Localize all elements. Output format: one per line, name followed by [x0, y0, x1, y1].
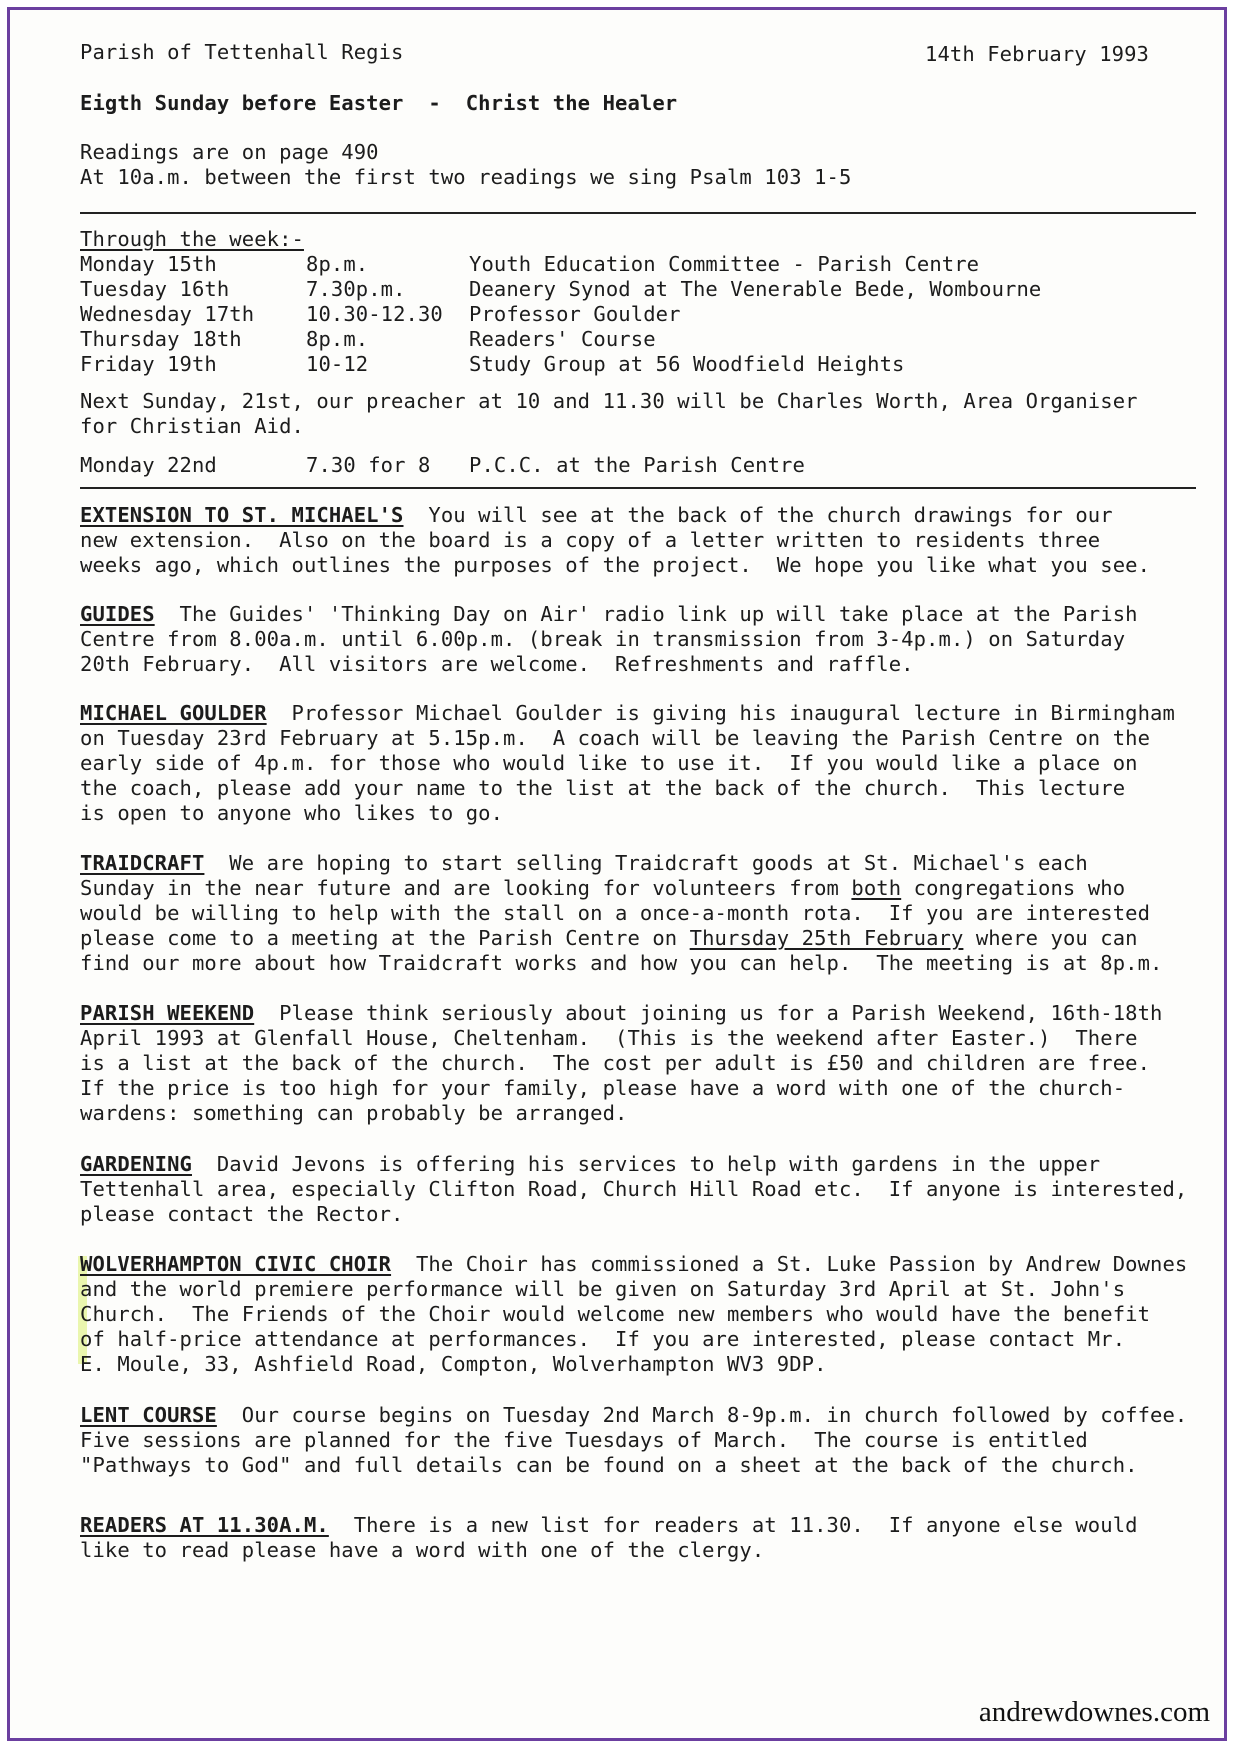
week-heading: Through the week:-: [80, 227, 304, 251]
notice-parish-weekend: [80, 1001, 1205, 1126]
notice-lent-course: [80, 1403, 1205, 1478]
notice-gardening: [80, 1152, 1205, 1227]
notice-text: Sunday in the near future and are looking for volunteers from: [80, 876, 852, 900]
notice-heading: READERS AT 11.30A.M.: [80, 1513, 329, 1537]
notice-readers: [80, 1513, 1205, 1563]
notice-text: please contact the Rector.: [80, 1202, 404, 1226]
schedule-day: Wednesday 17th: [80, 302, 255, 326]
schedule-row: [80, 252, 980, 277]
readings-line-2: At 10a.m. between the first two readings we sing Psalm 103 1-5: [80, 165, 852, 189]
schedule-event: P.C.C. at the Parish Centre: [469, 453, 805, 477]
notice-heading: GARDENING: [80, 1152, 192, 1176]
notice-text: like to read please have a word with one of the clergy.: [80, 1538, 765, 1562]
notice-text: David Jevons is offering his services to help with gardens in the upper: [191, 1152, 1101, 1176]
notice-text: Our course begins on Tuesday 2nd March 8-9p.m. in church followed by coffee.: [216, 1403, 1188, 1427]
notice-text: Professor Michael Goulder is giving his inaugural lecture in Birmingham: [266, 701, 1175, 725]
schedule-day: Tuesday 16th: [80, 277, 230, 301]
notice-civic-choir: [80, 1252, 1205, 1377]
schedule-event: Study Group at 56 Woodfield Heights: [469, 352, 905, 376]
notice-heading: LENT COURSE: [80, 1403, 217, 1427]
notice-heading: MICHAEL GOULDER: [80, 701, 267, 725]
notice-text: April 1993 at Glenfall House, Cheltenham. (This is the weekend after Easter.) There: [80, 1026, 1138, 1050]
next-sunday-line-1: Next Sunday, 21st, our preacher at 10 and 11.30 will be Charles Worth, Area Organiser: [80, 389, 1138, 413]
notice-text: Centre from 8.00a.m. until 6.00p.m. (break in transmission from 3-4p.m.) on Saturday: [80, 627, 1126, 651]
notice-text: If the price is too high for your family, please have a word with one of the church-: [80, 1076, 1126, 1100]
emphasis-text: both: [851, 876, 902, 900]
notice-text: You will see at the back of the church drawings for our: [403, 503, 1113, 527]
notice-heading: WOLVERHAMPTON CIVIC CHOIR: [80, 1252, 392, 1276]
notice-text: where you can: [963, 926, 1138, 950]
notice-text: weeks ago, which outlines the purposes of the project. We hope you like what you see.: [80, 553, 1151, 577]
notice-text: and the world premiere performance will be given on Saturday 3rd April at St. John's: [80, 1277, 1126, 1301]
schedule-time: 8p.m.: [306, 252, 369, 276]
notice-guides: [80, 602, 1205, 677]
notice-text: E. Moule, 33, Ashfield Road, Compton, Wolverhampton WV3 9DP.: [80, 1352, 827, 1376]
schedule-row: [80, 277, 1042, 302]
notice-text: We are hoping to start selling Traidcraft goods at St. Michael's each: [204, 851, 1088, 875]
notice-heading: TRAIDCRAFT: [80, 851, 205, 875]
schedule-time: 10-12: [306, 352, 369, 376]
schedule-event: Deanery Synod at The Venerable Bede, Wombourne: [469, 277, 1042, 301]
schedule-time: 7.30p.m.: [306, 277, 406, 301]
schedule-day: Monday 22nd: [80, 453, 217, 477]
notice-text: find our more about how Traidcraft works and how you can help. The meeting is at 8p.m.: [80, 951, 1163, 975]
parish-name: Parish of Tettenhall Regis: [80, 40, 404, 64]
notice-extension: [80, 503, 1205, 578]
notice-text: on Tuesday 23rd February at 5.15p.m. A coach will be leaving the Parish Centre on the: [80, 726, 1151, 750]
notice-text: Five sessions are planned for the five Tuesdays of March. The course is entitled: [80, 1428, 1088, 1452]
notice-text: please come to a meeting at the Parish Centre on: [80, 926, 690, 950]
divider-bottom: [80, 487, 1196, 489]
schedule-time: 8p.m.: [306, 327, 369, 351]
readings-line-1: Readings are on page 490: [80, 140, 379, 164]
schedule-event: Youth Education Committee - Parish Centre: [469, 252, 980, 276]
schedule-day: Monday 15th: [80, 252, 217, 276]
notice-traidcraft: [80, 851, 1205, 976]
notice-text: Tettenhall area, especially Clifton Road, Church Hill Road etc. If anyone is interested,: [80, 1177, 1188, 1201]
notice-text: The Guides' 'Thinking Day on Air' radio link up will take place at the Parish: [154, 602, 1138, 626]
notice-text: the coach, please add your name to the list at the back of the church. This lecture: [80, 776, 1126, 800]
schedule-day: Thursday 18th: [80, 327, 242, 351]
notice-text: Church. The Friends of the Choir would welcome new members who would have the benefit: [80, 1302, 1151, 1326]
notice-text: wardens: something can probably be arranged.: [80, 1101, 628, 1125]
notice-text: is open to anyone who likes to go.: [80, 801, 504, 825]
emphasis-text: Thursday 25th February: [689, 926, 964, 950]
schedule-event: Readers' Course: [469, 327, 656, 351]
notice-text: The Choir has commissioned a St. Luke Passion by Andrew Downes: [391, 1252, 1188, 1276]
notice-text: congregations who: [901, 876, 1126, 900]
schedule-time: 7.30 for 8: [306, 453, 431, 477]
notice-text: There is a new list for readers at 11.30. If anyone else would: [328, 1513, 1138, 1537]
divider-top: [80, 212, 1196, 214]
schedule-row: [80, 352, 905, 377]
next-sunday-line-2: for Christian Aid.: [80, 414, 304, 438]
sunday-title: Eigth Sunday before Easter - Christ the Healer: [80, 91, 678, 115]
notice-text: Please think seriously about joining us for a Parish Weekend, 16th-18th: [254, 1001, 1163, 1025]
bulletin-date: 14th February 1993: [925, 42, 1149, 66]
schedule-time: 10.30-12.30: [306, 302, 443, 326]
notice-heading: PARISH WEEKEND: [80, 1001, 255, 1025]
schedule-day: Friday 19th: [80, 352, 217, 376]
notice-text: 20th February. All visitors are welcome. Refreshments and raffle.: [80, 652, 914, 676]
schedule-event: Professor Goulder: [469, 302, 681, 326]
notice-heading: GUIDES: [80, 602, 155, 626]
notice-text: would be willing to help with the stall on a once-a-month rota. If you are interested: [80, 901, 1151, 925]
notice-text: new extension. Also on the board is a copy of a letter written to residents three: [80, 528, 1101, 552]
notice-text: is a list at the back of the church. The cost per adult is £50 and children are free.: [80, 1051, 1151, 1075]
notice-heading: EXTENSION TO ST. MICHAEL'S: [80, 503, 404, 527]
notice-text: early side of 4p.m. for those who would like to use it. If you would like a place on: [80, 751, 1138, 775]
notice-text: "Pathways to God" and full details can be found on a sheet at the back of the church.: [80, 1453, 1138, 1477]
notice-text: of half-price attendance at performances. If you are interested, please contact Mr.: [80, 1327, 1126, 1351]
pcc-row: [80, 453, 805, 478]
schedule-row: [80, 327, 656, 352]
website-footer: andrewdownes.com: [978, 1696, 1210, 1728]
notice-goulder: [80, 701, 1205, 826]
schedule-row: [80, 302, 681, 327]
